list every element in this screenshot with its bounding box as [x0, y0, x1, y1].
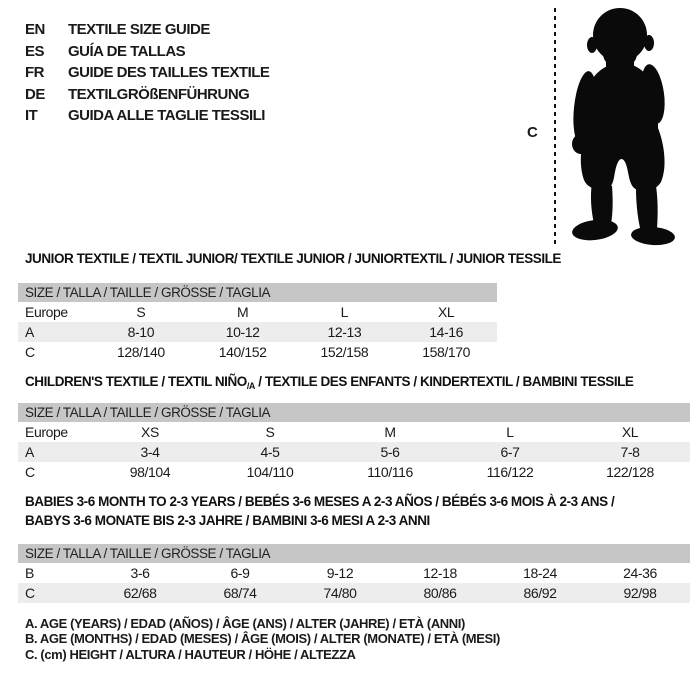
- table-cell: 14-16: [429, 324, 464, 340]
- children-table: [18, 403, 690, 482]
- language-label: TEXTILGRÖßENFÜHRUNG: [68, 85, 250, 103]
- table-cell: 6-9: [230, 565, 250, 581]
- table-cell: 80/86: [423, 585, 457, 601]
- table-cell: 104/110: [246, 464, 294, 480]
- table-row: [18, 563, 690, 583]
- language-code: DE: [25, 85, 45, 103]
- row-label: C: [25, 464, 35, 480]
- table-cell: 4-5: [260, 444, 280, 460]
- language-code: FR: [25, 64, 44, 82]
- table-cell: 110/116: [367, 464, 413, 480]
- table-cell: 86/92: [523, 585, 557, 601]
- table-cell: L: [506, 424, 514, 440]
- language-label: TEXTILE SIZE GUIDE: [68, 21, 210, 39]
- language-list: [25, 19, 269, 127]
- section-title-children: [25, 374, 633, 389]
- table-cell: 12-13: [327, 324, 362, 340]
- row-label: Europe: [25, 304, 68, 320]
- table-cell: 5-6: [380, 444, 400, 460]
- table-cell: XL: [621, 424, 639, 440]
- row-label: Europe: [25, 424, 68, 440]
- table-cell: S: [136, 304, 146, 320]
- table-cell: 10-12: [225, 324, 260, 340]
- junior-table: [18, 283, 497, 362]
- toddler-silhouette-icon: [556, 4, 698, 248]
- table-cell: 24-36: [623, 565, 657, 581]
- legend-notes: [25, 616, 500, 662]
- table-row: [18, 583, 690, 603]
- table-cell: 92/98: [623, 585, 657, 601]
- table-cell: M: [384, 424, 396, 440]
- table-row: [18, 422, 690, 442]
- table-cell: 6-7: [500, 444, 520, 460]
- language-label: GUIDE DES TAILLES TEXTILE: [68, 64, 270, 82]
- table-cell: 62/68: [123, 585, 157, 601]
- table-cell: 9-12: [326, 565, 354, 581]
- row-label: A: [25, 444, 34, 460]
- table-cell: 98/104: [129, 464, 171, 480]
- table-cell: 74/80: [323, 585, 357, 601]
- size-header-bar: SIZE / TALLA / TAILLE / GRÖSSE / TAGLIA: [18, 283, 497, 302]
- title-line: BABYS 3-6 MONATE BIS 2-3 JAHRE / BAMBINI 3-6 MESI A 2-3 ANNI: [25, 512, 430, 528]
- legend-note-a: A. AGE (YEARS) / EDAD (AÑOS) / ÂGE (ANS) / ALTER (JAHRE) / ETÀ (ANNI): [25, 616, 465, 631]
- title-text: / TEXTILE DES ENFANTS / KINDERTEXTIL / BAMBINI TESSILE: [254, 374, 634, 389]
- table-cell: S: [265, 424, 275, 440]
- table-cell: 152/158: [320, 344, 369, 360]
- table-cell: M: [236, 304, 249, 320]
- babies-table: [18, 544, 690, 603]
- title-subscript: /A: [246, 381, 255, 391]
- table-row: [18, 442, 690, 462]
- row-label: C: [25, 344, 35, 360]
- table-cell: L: [340, 304, 349, 320]
- language-label: GUIDA ALLE TAGLIE TESSILI: [68, 107, 265, 125]
- legend-note-c: C. (cm) HEIGHT / ALTURA / HAUTEUR / HÖHE / ALTEZZA: [25, 646, 356, 662]
- table-row: [18, 322, 497, 342]
- table-row: [18, 342, 497, 362]
- row-label: A: [25, 324, 34, 340]
- title-line: BABIES 3-6 MONTH TO 2-3 YEARS / BEBÉS 3-6 MESES A 2-3 AÑOS / BÉBÉS 3-6 MOIS À 2-3 ANS /: [25, 494, 615, 509]
- section-title-junior: JUNIOR TEXTILE / TEXTIL JUNIOR/ TEXTILE JUNIOR / JUNIORTEXTIL / JUNIOR TESSILE: [25, 251, 561, 266]
- table-cell: 8-10: [127, 324, 155, 340]
- table-cell: 68/74: [223, 585, 257, 601]
- language-label: GUÍA DE TALLAS: [68, 42, 186, 60]
- table-cell: 140/152: [218, 344, 267, 360]
- table-cell: 128/140: [116, 344, 165, 360]
- table-cell: 3-4: [140, 444, 160, 460]
- language-row: [25, 62, 269, 84]
- size-header-bar: SIZE / TALLA / TAILLE / GRÖSSE / TAGLIA: [18, 544, 690, 563]
- row-label: B: [25, 565, 34, 581]
- table-row: [18, 302, 497, 322]
- language-code: ES: [25, 42, 45, 60]
- table-cell: XL: [437, 304, 455, 320]
- title-text: CHILDREN'S TEXTILE / TEXTIL NIÑO: [25, 374, 247, 389]
- table-cell: 158/170: [422, 344, 471, 360]
- table-cell: 12-18: [423, 565, 457, 581]
- table-cell: 116/122: [486, 464, 534, 480]
- row-label: C: [25, 585, 35, 601]
- language-code: IT: [25, 107, 38, 125]
- language-code: EN: [25, 21, 45, 39]
- section-title-babies: [25, 493, 614, 530]
- language-row: [25, 105, 269, 127]
- size-header-bar: SIZE / TALLA / TAILLE / GRÖSSE / TAGLIA: [18, 403, 690, 422]
- table-cell: 122/128: [606, 464, 654, 480]
- table-cell: XS: [141, 424, 159, 440]
- table-cell: 7-8: [620, 444, 640, 460]
- table-cell: 18-24: [523, 565, 557, 581]
- language-row: [25, 19, 269, 41]
- table-row: [18, 462, 690, 482]
- height-marker-label: C: [527, 124, 538, 141]
- language-row: [25, 84, 269, 106]
- table-cell: 3-6: [130, 565, 150, 581]
- language-row: [25, 41, 269, 63]
- legend-note-b: B. AGE (MONTHS) / EDAD (MESES) / ÂGE (MOIS) / ALTER (MONATE) / ETÀ (MESI): [25, 631, 500, 647]
